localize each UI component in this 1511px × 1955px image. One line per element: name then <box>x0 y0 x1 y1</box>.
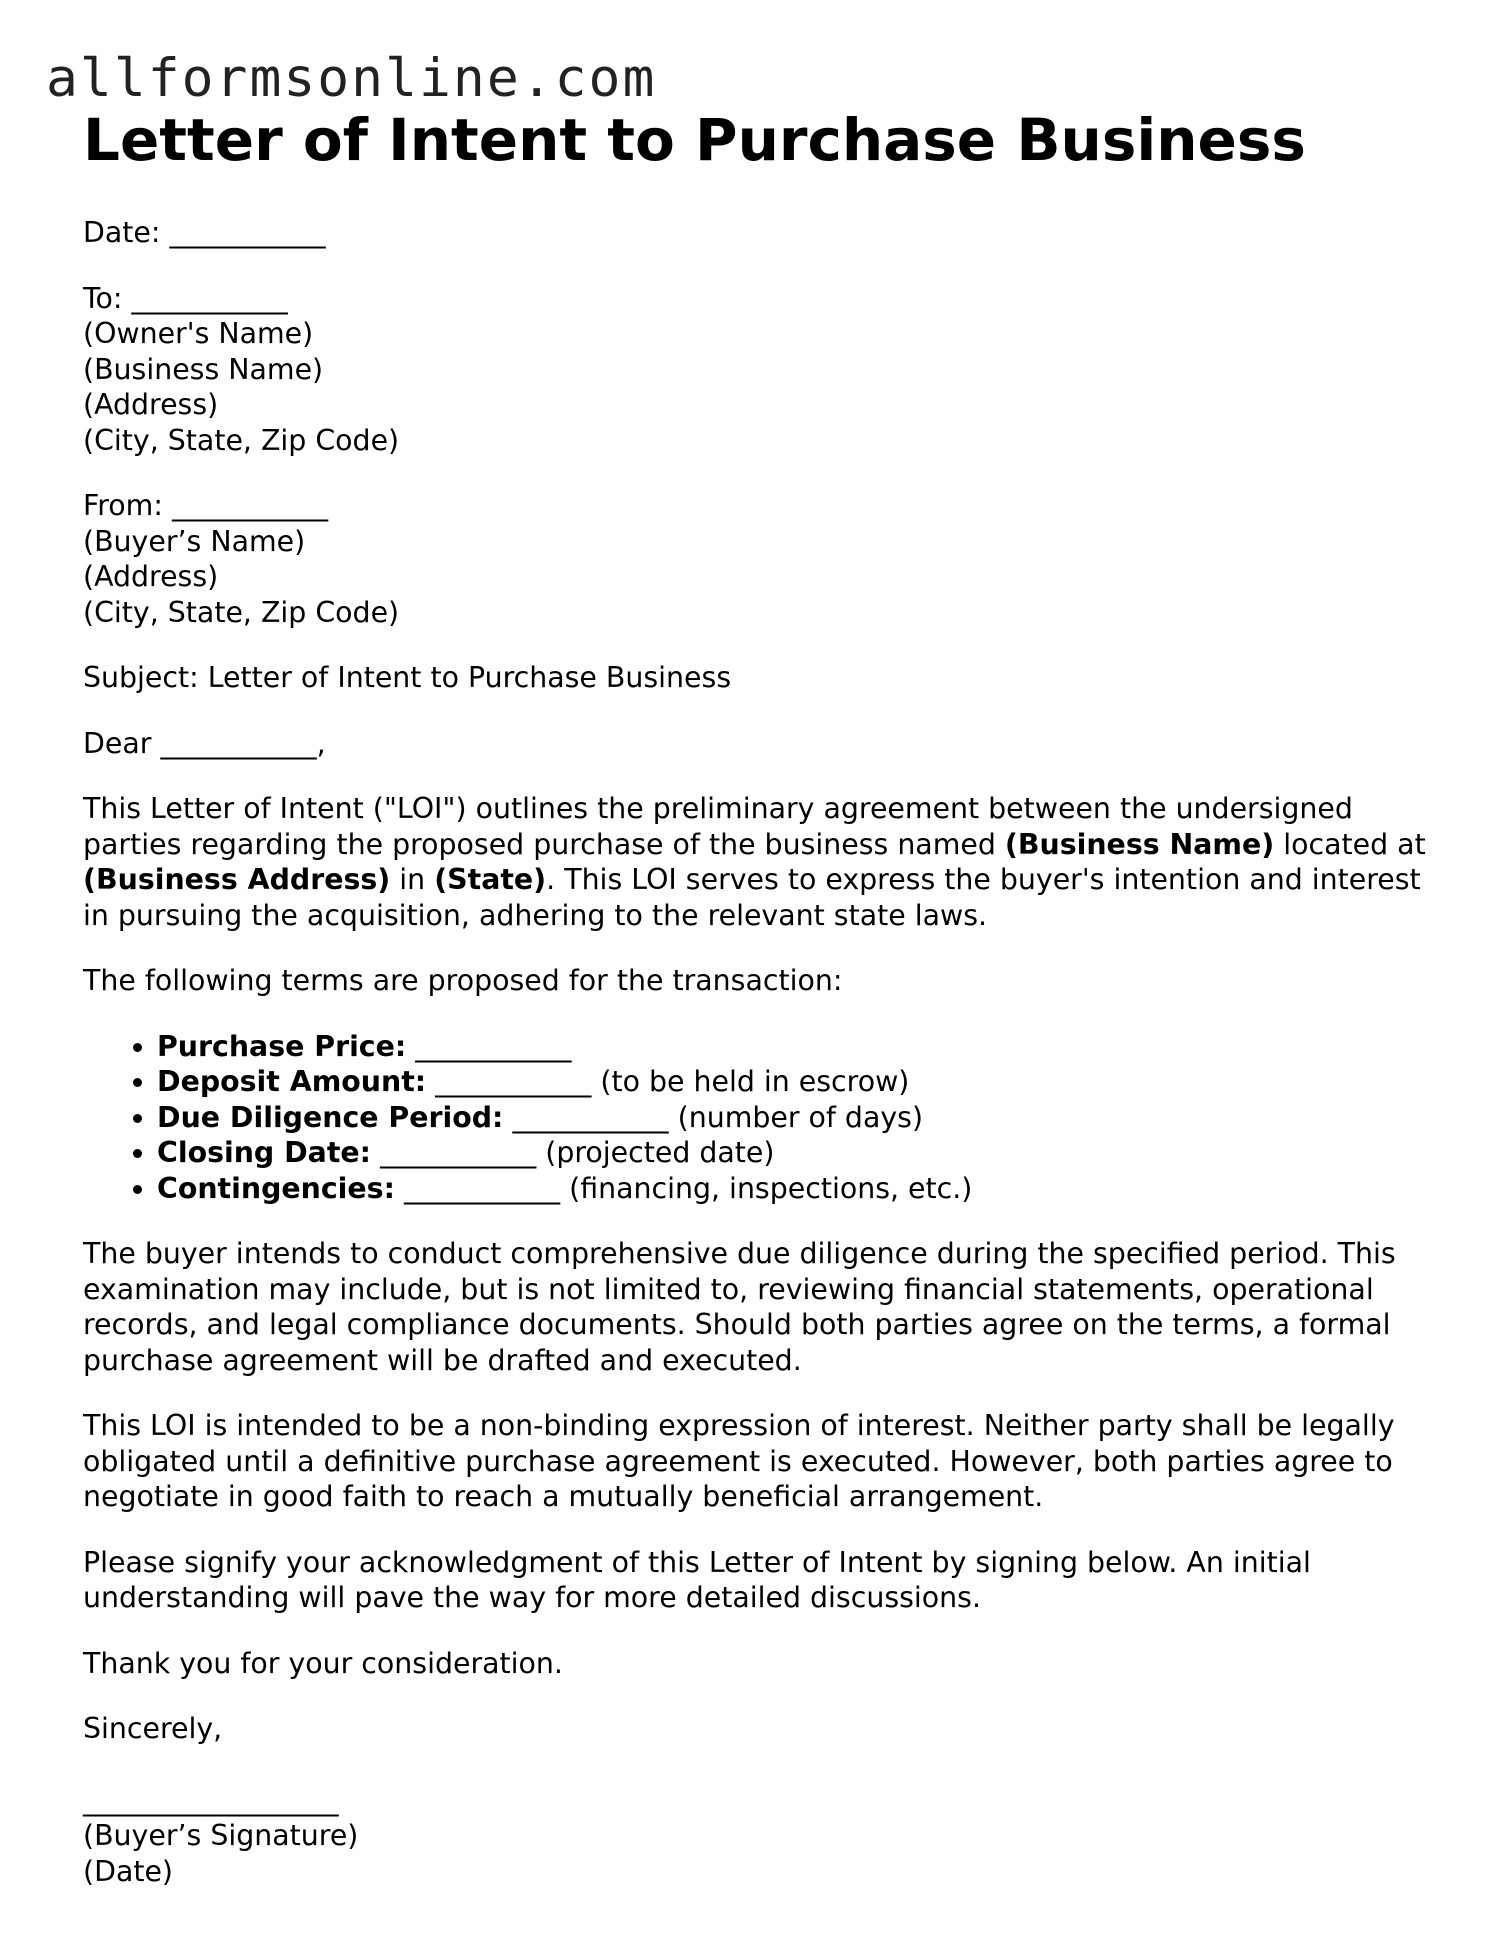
from-blank[interactable]: ___________ <box>171 489 329 522</box>
to-blank[interactable]: ___________ <box>131 281 288 315</box>
subject-line: Subject: Letter of Intent to Purchase Business <box>83 661 732 694</box>
non-binding-paragraph: This LOI is intended to be a non-binding expression of interest. Neither party shall be legally obligated until a definitive purchase agreement is executed. However, both parties agree to negotiate in good faith to reach a mutually beneficial arrangement. <box>83 1409 1395 1513</box>
term-blank[interactable]: ___________ <box>403 1171 561 1205</box>
terms-list <box>83 1029 1433 1207</box>
terms-intro: The following terms are proposed for the transaction: <box>83 964 843 997</box>
intro-text-2: located at <box>1274 827 1426 861</box>
business-name-placeholder: (Business Name) <box>83 352 324 386</box>
term-blank[interactable]: ___________ <box>415 1029 572 1063</box>
from-label: From: <box>83 489 163 522</box>
greeting-suffix: , <box>316 726 326 760</box>
term-note: (number of days) <box>668 1100 924 1134</box>
intro-text-3: in <box>390 863 435 896</box>
to-label: To: <box>83 281 123 315</box>
buyer-address-placeholder: (Address) <box>83 560 219 593</box>
to-block <box>83 281 1433 459</box>
due-diligence-paragraph: The buyer intends to conduct comprehensive due diligence during the specified period. This examination may include, but is not limited to, reviewing financial statements, operational records, and legal compliance documents. Should both parties agree on the terms, a formal purchase agreement will be drafted and executed. <box>83 1237 1396 1377</box>
greeting-line <box>83 726 1433 762</box>
term-due-diligence-period <box>157 1100 1433 1136</box>
closing-line: Sincerely, <box>83 1712 223 1745</box>
term-blank[interactable]: ___________ <box>512 1100 669 1134</box>
term-note: (projected date) <box>536 1136 775 1169</box>
thanks-line: Thank you for your consideration. <box>83 1646 563 1680</box>
business-address-bold: (Business Address) <box>83 863 391 896</box>
from-line <box>83 488 1433 524</box>
term-contingencies <box>157 1171 1433 1207</box>
site-watermark: allformsonline.com <box>46 48 657 109</box>
term-purchase-price <box>157 1029 1433 1065</box>
date-line <box>83 215 1433 251</box>
term-label: Purchase Price: <box>157 1029 407 1063</box>
intro-text-4: . This LOI serves to express the buyer's intention and interest in pursuing the acquisition, adhering to the relevant state laws. <box>83 863 1421 932</box>
greeting-blank[interactable]: ___________ <box>160 726 317 760</box>
intro-text-1: This Letter of Intent ("LOI") outlines the preliminary agreement between the undersigned parties regarding the proposed purchase of the business named <box>83 792 1353 861</box>
document-title: Letter of Intent to Purchase Business <box>83 106 1306 174</box>
state-bold: (State) <box>434 863 547 896</box>
date-label: Date: <box>83 216 161 249</box>
greeting-prefix: Dear <box>83 726 161 760</box>
owner-city-state-zip-placeholder: (City, State, Zip Code) <box>83 423 400 457</box>
letter-body <box>83 215 1433 1889</box>
buyer-city-state-zip-placeholder: (City, State, Zip Code) <box>83 595 400 629</box>
buyer-name-placeholder: (Buyer’s Name) <box>83 524 306 558</box>
date-blank[interactable]: ___________ <box>169 216 326 249</box>
signature-line[interactable]: __________________ <box>83 1783 339 1817</box>
term-note: (to be held in escrow) <box>591 1065 910 1098</box>
owner-name-placeholder: (Owner's Name) <box>83 317 314 350</box>
business-name-bold: (Business Name) <box>1004 827 1275 861</box>
term-note: (financing, inspections, etc.) <box>560 1171 973 1205</box>
from-block <box>83 488 1433 630</box>
term-label: Contingencies: <box>157 1171 395 1205</box>
term-label: Deposit Amount: <box>157 1065 427 1098</box>
signature-date-caption: (Date) <box>83 1854 174 1888</box>
term-label: Due Diligence Period: <box>157 1100 504 1134</box>
term-deposit-amount <box>157 1064 1433 1100</box>
intro-paragraph <box>83 791 1433 933</box>
signature-block <box>83 1783 1433 1890</box>
term-closing-date <box>157 1135 1433 1171</box>
buyer-signature-caption: (Buyer’s Signature) <box>83 1819 359 1852</box>
to-line <box>83 281 1433 317</box>
acknowledgment-paragraph: Please signify your acknowledgment of this Letter of Intent by signing below. An initial understanding will pave the way for more detailed discussions. <box>83 1545 1311 1614</box>
term-blank[interactable]: ___________ <box>380 1136 537 1169</box>
owner-address-placeholder: (Address) <box>83 388 219 421</box>
term-blank[interactable]: ___________ <box>435 1065 592 1098</box>
term-label: Closing Date: <box>157 1136 372 1169</box>
